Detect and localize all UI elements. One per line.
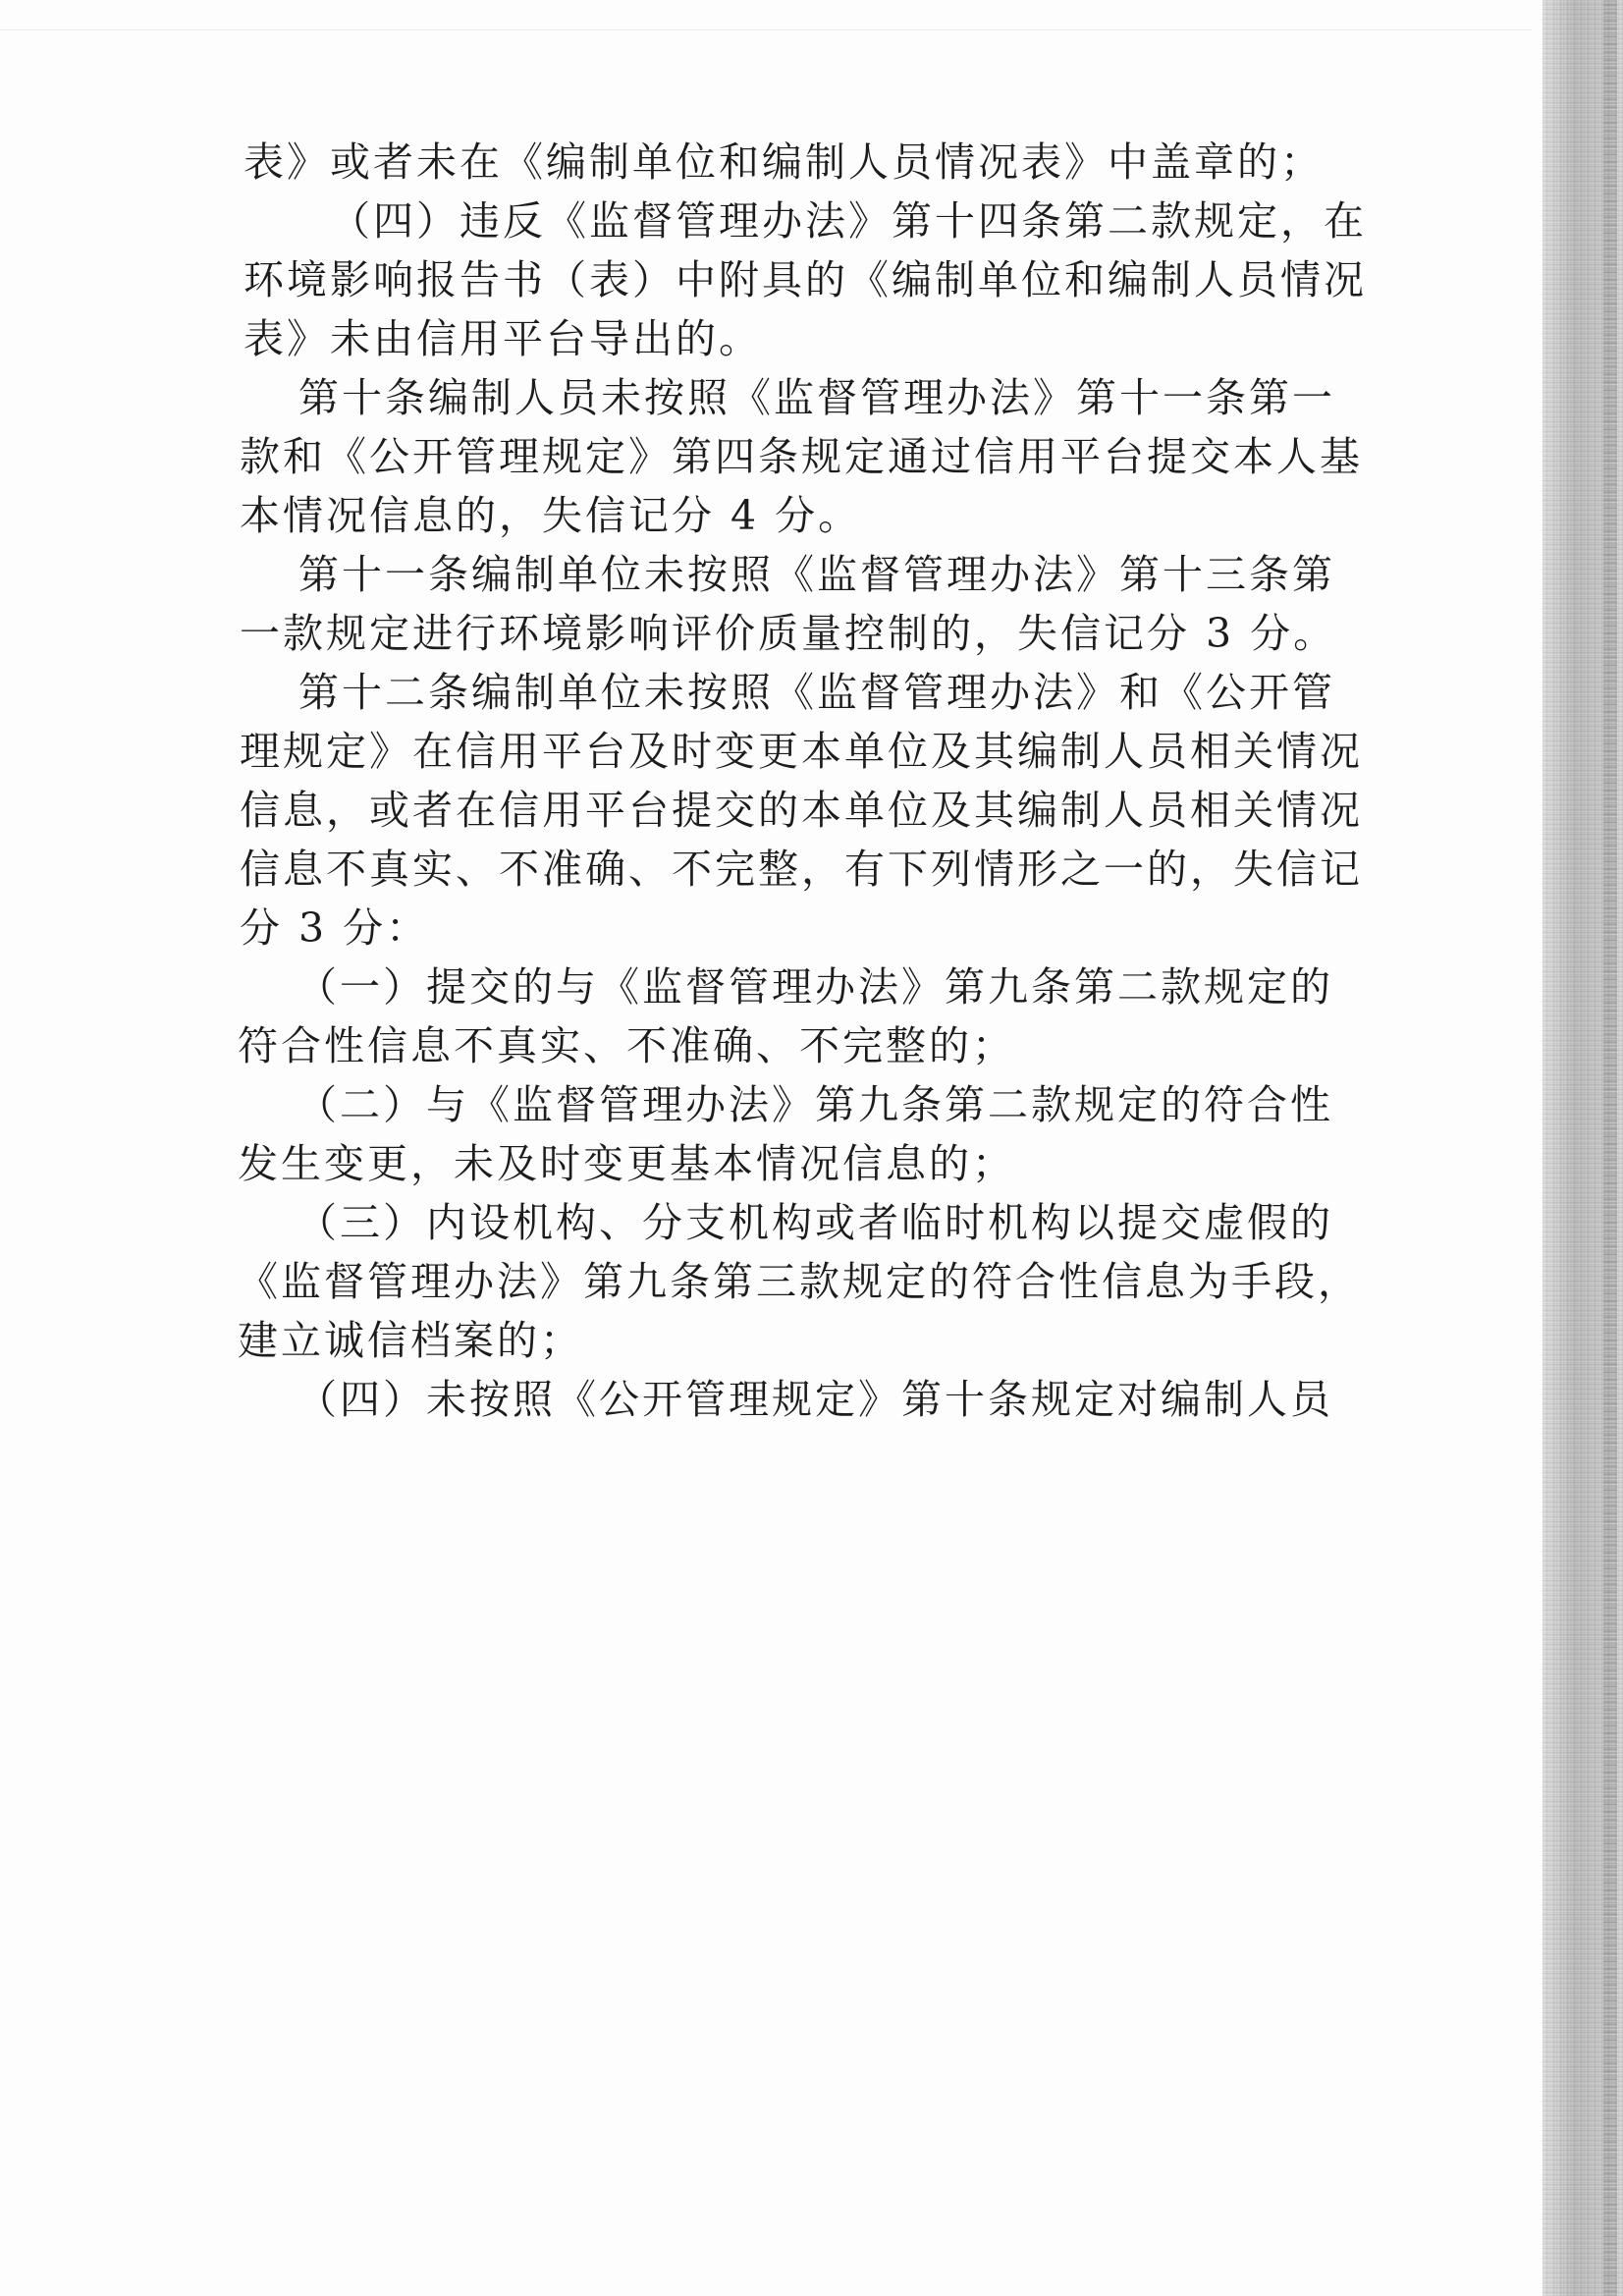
text-line: 第十条编制人员未按照《监督管理办法》第十一条第一 [298,374,1335,421]
text-line: 发生变更，未及时变更基本情况信息的； [238,1140,1015,1187]
text-line: 符合性信息不真实、不准确、不完整的； [238,1022,1015,1069]
text-line: （四）违反《监督管理办法》第十四条第二款规定，在 [330,197,1367,245]
text-line: （四）未按照《公开管理规定》第十条规定对编制人员 [297,1376,1333,1423]
text-line: 款和《公开管理规定》第四条规定通过信用平台提交本人基 [240,433,1363,480]
text-line: 一款规定进行环境影响评价质量控制的，失信记分 3 分。 [240,610,1337,657]
text-line: （三）内设机构、分支机构或者临时机构以提交虚假的 [297,1199,1333,1246]
text-line: 第十一条编制单位未按照《监督管理办法》第十三条第 [298,551,1335,598]
text-line: 《监督管理办法》第九条第三款规定的符合性信息为手段， [238,1258,1361,1305]
text-line: 建立诚信档案的； [238,1317,583,1364]
text-line: 理规定》在信用平台及时变更本单位及其编制人员相关情况 [240,728,1363,775]
text-line: 信息不真实、不准确、不完整，有下列情形之一的，失信记 [240,846,1363,893]
text-line: （一）提交的与《监督管理办法》第九条第二款规定的 [297,963,1333,1011]
text-line: 表》未由信用平台导出的。 [243,315,762,362]
text-line: 环境影响报告书（表）中附具的《编制单位和编制人员情况 [243,256,1367,303]
scan-border-line [0,29,1532,30]
text-line: 本情况信息的，失信记分 4 分。 [240,492,862,539]
scan-edge-noise-inner [1603,0,1617,2296]
scan-edge-noise [1542,0,1623,2296]
text-line: 分 3 分： [240,904,430,952]
text-line: 第十二条编制单位未按照《监督管理办法》和《公开管 [298,669,1335,716]
text-line: 信息，或者在信用平台提交的本单位及其编制人员相关情况 [240,787,1363,834]
text-line: （二）与《监督管理办法》第九条第二款规定的符合性 [297,1081,1333,1128]
text-line: 表》或者未在《编制单位和编制人员情况表》中盖章的； [243,138,1324,186]
